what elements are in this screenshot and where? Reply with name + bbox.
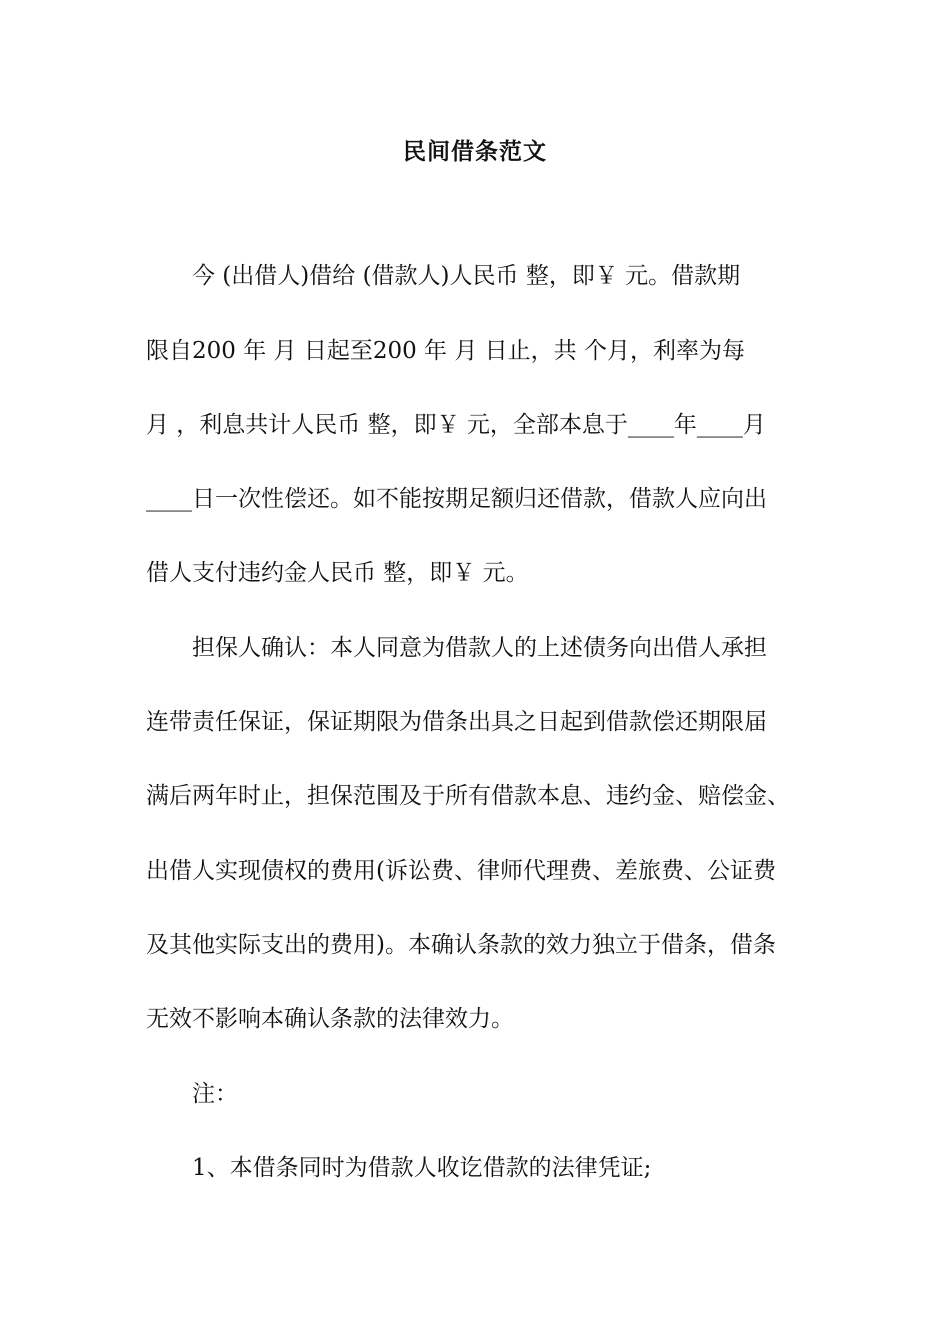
paragraph-loan-line-3: 月 ，利息共计人民币 整，即￥ 元，全部本息于____年____月: [146, 412, 766, 438]
paragraph-guarantee-line-1: 担保人确认：本人同意为借款人的上述债务向出借人承担: [192, 635, 767, 661]
paragraph-loan-line-2: 限自200 年 月 日起至200 年 月 日止，共 个月，利率为每: [146, 338, 745, 364]
paragraph-guarantee-line-4: 出借人实现债权的费用(诉讼费、律师代理费、差旅费、公证费: [146, 858, 776, 884]
note-item-1: 1、本借条同时为借款人收讫借款的法律凭证;: [192, 1155, 652, 1181]
paragraph-guarantee-line-6: 无效不影响本确认条款的法律效力。: [146, 1006, 514, 1032]
paragraph-guarantee-line-3: 满后两年时止，担保范围及于所有借款本息、违约金、赔偿金、: [146, 783, 790, 809]
paragraph-guarantee-line-2: 连带责任保证，保证期限为借条出具之日起到借款偿还期限届: [146, 709, 767, 735]
paragraph-loan-line-4: ____日一次性偿还。如不能按期足额归还借款，借款人应向出: [146, 486, 767, 512]
document-title: 民间借条范文: [403, 138, 547, 165]
note-heading: 注：: [192, 1081, 238, 1107]
paragraph-guarantee-line-5: 及其他实际支出的费用)。本确认条款的效力独立于借条，借条: [146, 932, 776, 958]
paragraph-loan-line-5: 借人支付违约金人民币 整，即￥ 元。: [146, 560, 529, 586]
paragraph-loan-line-1: 今 (出借人)借给 (借款人)人民币 整，即￥ 元。借款期: [192, 263, 741, 289]
